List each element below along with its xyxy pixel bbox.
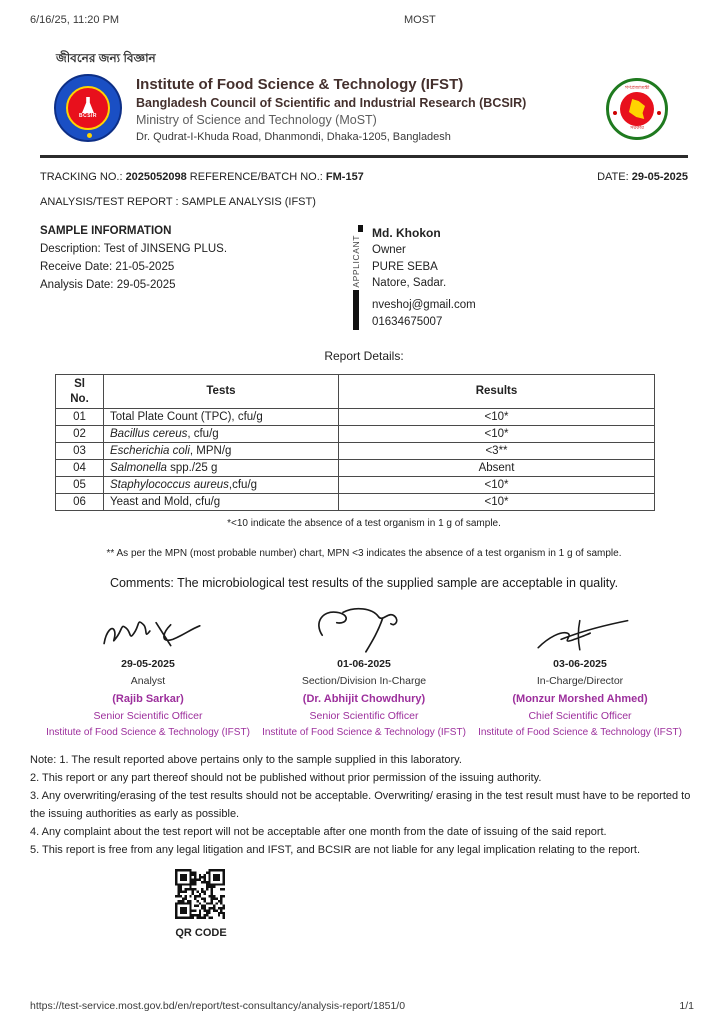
table-row: 06 Yeast and Mold, cfu/g <10* [56, 494, 655, 511]
footnote-asterisk: *<10 indicate the absence of a test organism in 1 g of sample. [227, 518, 501, 530]
note-line: Note: 1. The result reported above pertains only to the sample supplied in this laboratory. [30, 754, 462, 767]
note-line: 2. This report or any part thereof should not be published without prior permission of the issuing authority. [30, 772, 542, 785]
bcsir-logo-icon: BCSIR [54, 74, 122, 142]
col-header-sl: Sl No. [56, 375, 104, 409]
print-header [30, 14, 694, 26]
bangladesh-map-icon [629, 99, 645, 119]
applicant-block [348, 225, 476, 331]
qr-code-label: QR CODE [175, 927, 227, 940]
reference-number: FM-157 [325, 170, 364, 183]
applicant-email: nveshoj@gmail.com [372, 299, 476, 312]
print-page-number: 1/1 [679, 1000, 694, 1012]
table-row: 03 Escherichia coli, MPN/g <3** [56, 443, 655, 460]
tracking-reference: TRACKING NO.: 2025052098 REFERENCE/BATCH NO.: FM-157 [40, 170, 364, 183]
report-details-heading: Report Details: [324, 349, 404, 364]
table-row: 02 Bacillus cereus, cfu/g <10* [56, 426, 655, 443]
institute-address: Dr. Qudrat-I-Khuda Road, Dhanmondi, Dhaka-1205, Bangladesh [136, 131, 451, 144]
footnote-double-asterisk: ** As per the MPN (most probable number) chart, MPN <3 indicates the absence of a test organism in 1 g of sample. [106, 548, 622, 560]
flask-icon [82, 97, 94, 113]
note-line: 4. Any complaint about the test report will not be acceptable after one month from the date of issuing of the said report. [30, 826, 607, 839]
sample-info-heading: SAMPLE INFORMATION [40, 224, 172, 237]
signature-director: 03-06-2025 In-Charge/Director (Monzur Morshed Ahmed) Chief Scientific Officer Institute of Food Science & Technology (IFST) [472, 604, 688, 738]
signature-section-incharge: 01-06-2025 Section/Division In-Charge (Dr. Abhijit Chowdhury) Senior Scientific Officer Institute of Food Science & Technology (IFST) [256, 604, 472, 738]
print-footer [30, 1000, 694, 1012]
signature-scribble-icon [507, 604, 653, 656]
note-line: 5. This report is free from any legal litigation and IFST, and BCSIR are not liable for any legal implication relating to the report. [30, 844, 640, 857]
council-name: Bangladesh Council of Scientific and Industrial Research (BCSIR) [136, 95, 527, 110]
comments-line: Comments: The microbiological test results of the supplied sample are acceptable in quality. [109, 576, 619, 591]
notes-block [30, 751, 696, 859]
table-row: 04 Salmonella spp./25 g Absent [56, 460, 655, 477]
sample-analysis-date: Analysis Date: 29-05-2025 [40, 278, 176, 291]
report-date: DATE: 29-05-2025 [597, 170, 688, 183]
applicant-designation: Owner [372, 244, 406, 257]
qr-block [175, 869, 227, 939]
letterhead [40, 74, 688, 146]
signature-row [40, 604, 688, 738]
applicant-name: Md. Khokon [372, 225, 441, 240]
table-header-row [56, 375, 655, 409]
sample-receive-date: Receive Date: 21-05-2025 [40, 260, 175, 273]
report-page [0, 50, 724, 939]
header-divider [40, 155, 688, 158]
sample-information [40, 225, 340, 331]
institute-name: Institute of Food Science & Technology (IFST) [136, 76, 464, 93]
applicant-bar [353, 290, 359, 330]
tagline-bengali: জীবনের জন্য বিজ্ঞান [56, 51, 156, 65]
sample-description: Description: Test of JINSENG PLUS. [40, 242, 228, 255]
meta-row [40, 171, 688, 183]
print-datetime: 6/16/25, 11:20 PM [30, 14, 120, 26]
applicant-organization: PURE SEBA [372, 260, 438, 273]
applicant-phone: 01634675007 [372, 315, 443, 328]
ministry-name: Ministry of Science and Technology (MoST) [136, 112, 377, 127]
bangladesh-govt-emblem-icon: গণপ্রজাতন্ত্রী সরকার [606, 78, 668, 140]
signature-analyst: 29-05-2025 Analyst (Rajib Sarkar) Senior Scientific Officer Institute of Food Science & Technology (IFST) [40, 604, 256, 738]
col-header-tests: Tests [104, 375, 339, 409]
signature-scribble-icon [291, 604, 437, 656]
tracking-number: 2025052098 [125, 170, 187, 183]
applicant-side-label: APPLICANT [348, 225, 364, 331]
qr-code-icon [175, 869, 225, 919]
signature-scribble-icon [75, 604, 221, 656]
print-url: https://test-service.most.gov.bd/en/report/test-consultancy/analysis-report/1851/0 [30, 1000, 406, 1012]
print-page-title: MOST [404, 14, 436, 26]
table-row: 05 Staphylococcus aureus,cfu/g <10* [56, 477, 655, 494]
report-title: ANALYSIS/TEST REPORT : SAMPLE ANALYSIS (IFST) [40, 195, 316, 208]
table-row: 01 Total Plate Count (TPC), cfu/g <10* [56, 409, 655, 426]
col-header-results: Results [339, 375, 655, 409]
note-line: 3. Any overwriting/erasing of the test results should not be acceptable. Overwriting/ erasing in the test result must have to be reported to the issuing authorities as early as possible. [30, 790, 691, 821]
applicant-address: Natore, Sadar. [372, 277, 447, 290]
results-table [55, 374, 655, 511]
